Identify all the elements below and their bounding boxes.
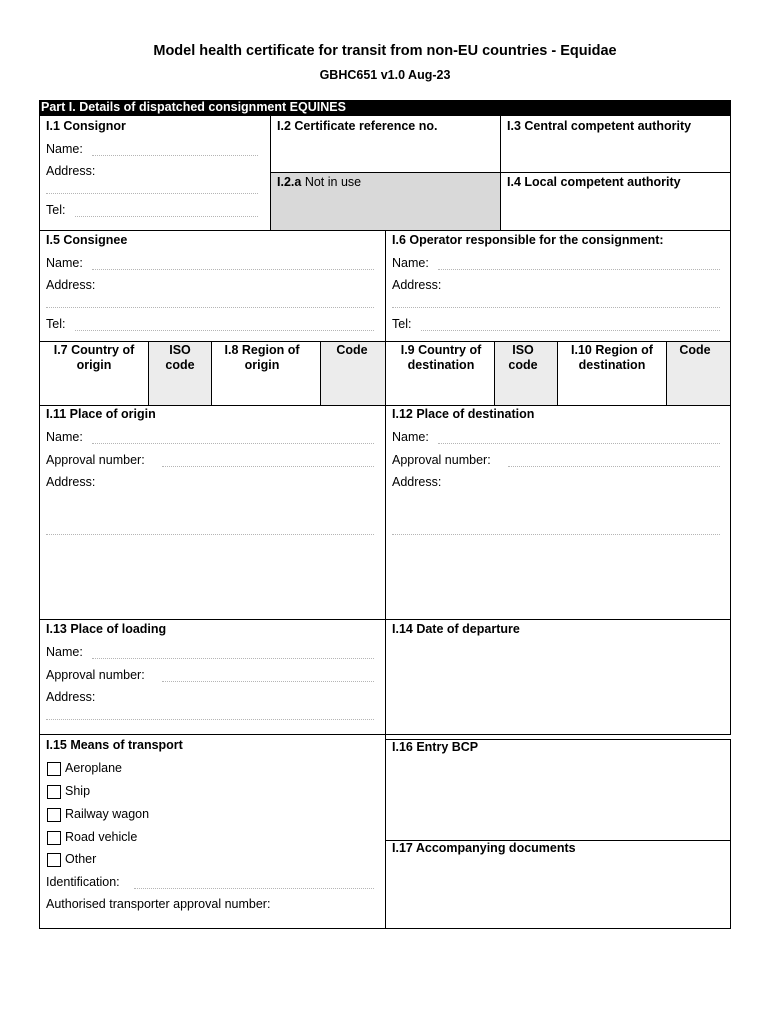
certificate-reference-title: I.2 Certificate reference no.: [277, 119, 438, 133]
identification-label: Identification:: [46, 875, 120, 889]
place-origin-section: [39, 405, 386, 620]
place-loading-approval-label: Approval number:: [46, 668, 145, 682]
document-title: Model health certificate for transit from non-EU countries - Equidae: [153, 43, 617, 59]
entry-bcp-title: I.16 Entry BCP: [392, 740, 479, 754]
place-destination-address-field[interactable]: [392, 534, 720, 535]
region-origin-label: I.8 Region of origin: [224, 343, 300, 372]
road-vehicle-label: Road vehicle: [65, 830, 138, 844]
document-version: GBHC651 v1.0 Aug-23: [319, 68, 451, 82]
operator-name-field[interactable]: [438, 269, 720, 270]
country-destination-label: I.9 Country of destination: [400, 343, 482, 372]
consignor-address-label: Address:: [46, 164, 96, 178]
place-origin-approval-field[interactable]: [162, 466, 374, 467]
consignor-tel-label: Tel:: [46, 203, 66, 217]
operator-address-label: Address:: [392, 278, 442, 292]
identification-field[interactable]: [134, 888, 374, 889]
operator-tel-field[interactable]: [421, 330, 720, 331]
region-destination-label: I.10 Region of destination: [571, 343, 653, 372]
means-transport-title: I.15 Means of transport: [46, 738, 183, 752]
place-origin-name-field[interactable]: [92, 443, 374, 444]
place-origin-address-field[interactable]: [46, 534, 374, 535]
local-authority-title: I.4 Local competent authority: [507, 175, 681, 189]
operator-address-field[interactable]: [392, 307, 720, 308]
consignee-address-field[interactable]: [46, 307, 374, 308]
place-destination-address-label: Address:: [392, 475, 442, 489]
place-loading-address-label: Address:: [46, 690, 96, 704]
consignee-name-label: Name:: [46, 256, 83, 270]
place-origin-title: I.11 Place of origin: [46, 407, 156, 421]
part-heading: Part I. Details of dispatched consignment EQUINES: [39, 100, 731, 115]
country-origin-iso-label: ISO code: [165, 343, 195, 372]
place-loading-approval-field[interactable]: [162, 681, 374, 682]
other-checkbox[interactable]: [47, 853, 61, 867]
place-loading-address-field[interactable]: [46, 719, 374, 720]
central-authority-title: I.3 Central competent authority: [507, 119, 692, 133]
railway-wagon-checkbox[interactable]: [47, 808, 61, 822]
road-vehicle-checkbox[interactable]: [47, 831, 61, 845]
consignor-title: I.1 Consignor: [46, 119, 126, 133]
place-loading-title: I.13 Place of loading: [46, 622, 167, 636]
place-destination-section: [385, 405, 731, 620]
departure-date-title: I.14 Date of departure: [392, 622, 520, 636]
country-origin-label: I.7 Country of origin: [53, 343, 135, 372]
ship-checkbox[interactable]: [47, 785, 61, 799]
place-destination-approval-field[interactable]: [508, 466, 720, 467]
place-destination-name-label: Name:: [392, 430, 429, 444]
country-destination-iso-label: ISO code: [508, 343, 538, 372]
consignor-name-field[interactable]: [92, 155, 258, 156]
consignor-address-field[interactable]: [46, 193, 258, 194]
operator-title: I.6 Operator responsible for the consignment:: [392, 233, 664, 247]
transporter-approval-label: Authorised transporter approval number:: [46, 897, 271, 911]
consignee-title: I.5 Consignee: [46, 233, 128, 247]
consignee-tel-field[interactable]: [75, 330, 374, 331]
region-origin-code-label: Code: [336, 343, 368, 357]
operator-name-label: Name:: [392, 256, 429, 270]
railway-wagon-label: Railway wagon: [65, 807, 150, 821]
place-loading-name-label: Name:: [46, 645, 83, 659]
aeroplane-label: Aeroplane: [65, 761, 122, 775]
place-origin-name-label: Name:: [46, 430, 83, 444]
place-destination-name-field[interactable]: [438, 443, 720, 444]
operator-tel-label: Tel:: [392, 317, 412, 331]
region-destination-code-label: Code: [679, 343, 711, 357]
ship-label: Ship: [65, 784, 91, 798]
other-label: Other: [65, 852, 97, 866]
consignee-tel-label: Tel:: [46, 317, 66, 331]
place-origin-address-label: Address:: [46, 475, 96, 489]
not-in-use-label: I.2.a Not in use: [277, 175, 362, 189]
aeroplane-checkbox[interactable]: [47, 762, 61, 776]
place-origin-approval-label: Approval number:: [46, 453, 145, 467]
accompanying-documents-title: I.17 Accompanying documents: [392, 841, 576, 855]
consignor-name-label: Name:: [46, 142, 83, 156]
consignee-name-field[interactable]: [92, 269, 374, 270]
place-destination-title: I.12 Place of destination: [392, 407, 535, 421]
place-loading-name-field[interactable]: [92, 658, 374, 659]
place-destination-approval-label: Approval number:: [392, 453, 491, 467]
consignor-tel-field[interactable]: [75, 216, 258, 217]
consignee-address-label: Address:: [46, 278, 96, 292]
